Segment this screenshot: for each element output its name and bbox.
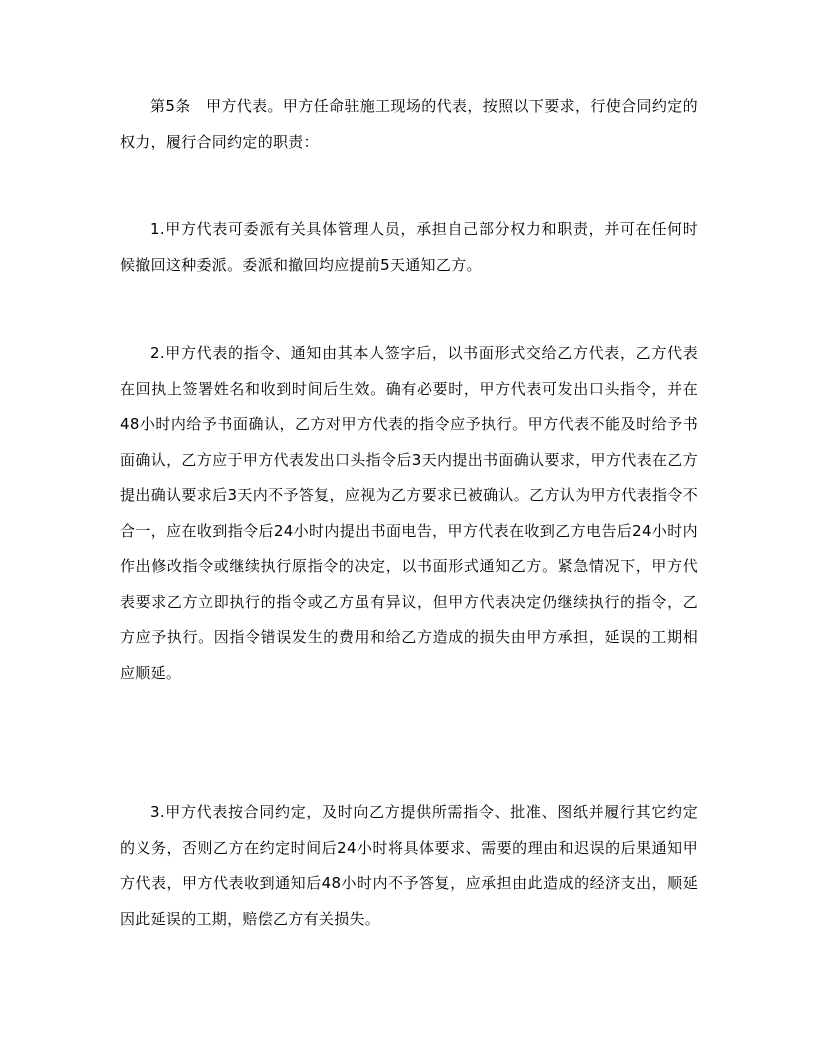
clause-2-paragraph: 2.甲方代表的指令、通知由其本人签字后，以书面形式交给乙方代表，乙方代表在回执上签署姓名和收到时间后生效。确有必要时，甲方代表可发出口头指令，并在48小时内给予书面确认，乙方对甲方代表的指令应予执行。甲方代表不能及时给予书面确认，乙方应于甲方代表发出口头指令后3天内提出书面确认要求，甲方代表在乙方提出确认要求后3天内不予答复，应视为乙方要求已被确认。乙方认为甲方代表指令不合一，应在收到指令后24小时内提出书面电告，甲方代表在收到乙方电告后24小时内作出修改指令或继续执行原指令的决定，以书面形式通知乙方。紧急情况下，甲方代表要求乙方立即执行的指令或乙方虽有异议，但甲方代表决定仍继续执行的指令，乙方应予执行。因指令错误发生的费用和给乙方造成的损失由甲方承担，延误的工期相应顺延。 [120, 344, 698, 682]
article-5-heading-paragraph: 第5条 甲方代表。甲方任命驻施工现场的代表，按照以下要求，行使合同约定的权力，履行合同约定的职责： [120, 97, 698, 151]
clause-3-paragraph: 3.甲方代表按合同约定，及时向乙方提供所需指令、批准、图纸并履行其它约定的义务，否则乙方在约定时间后24小时将具体要求、需要的理由和迟误的后果通知甲方代表，甲方代表收到通知后48小时内不予答复，应承担由此造成的经济支出，顺延因此延误的工期，赔偿乙方有关损失。 [120, 803, 698, 928]
clause-1-paragraph: 1.甲方代表可委派有关具体管理人员，承担自己部分权力和职责，并可在任何时候撤回这种委派。委派和撤回均应提前5天通知乙方。 [120, 220, 698, 274]
